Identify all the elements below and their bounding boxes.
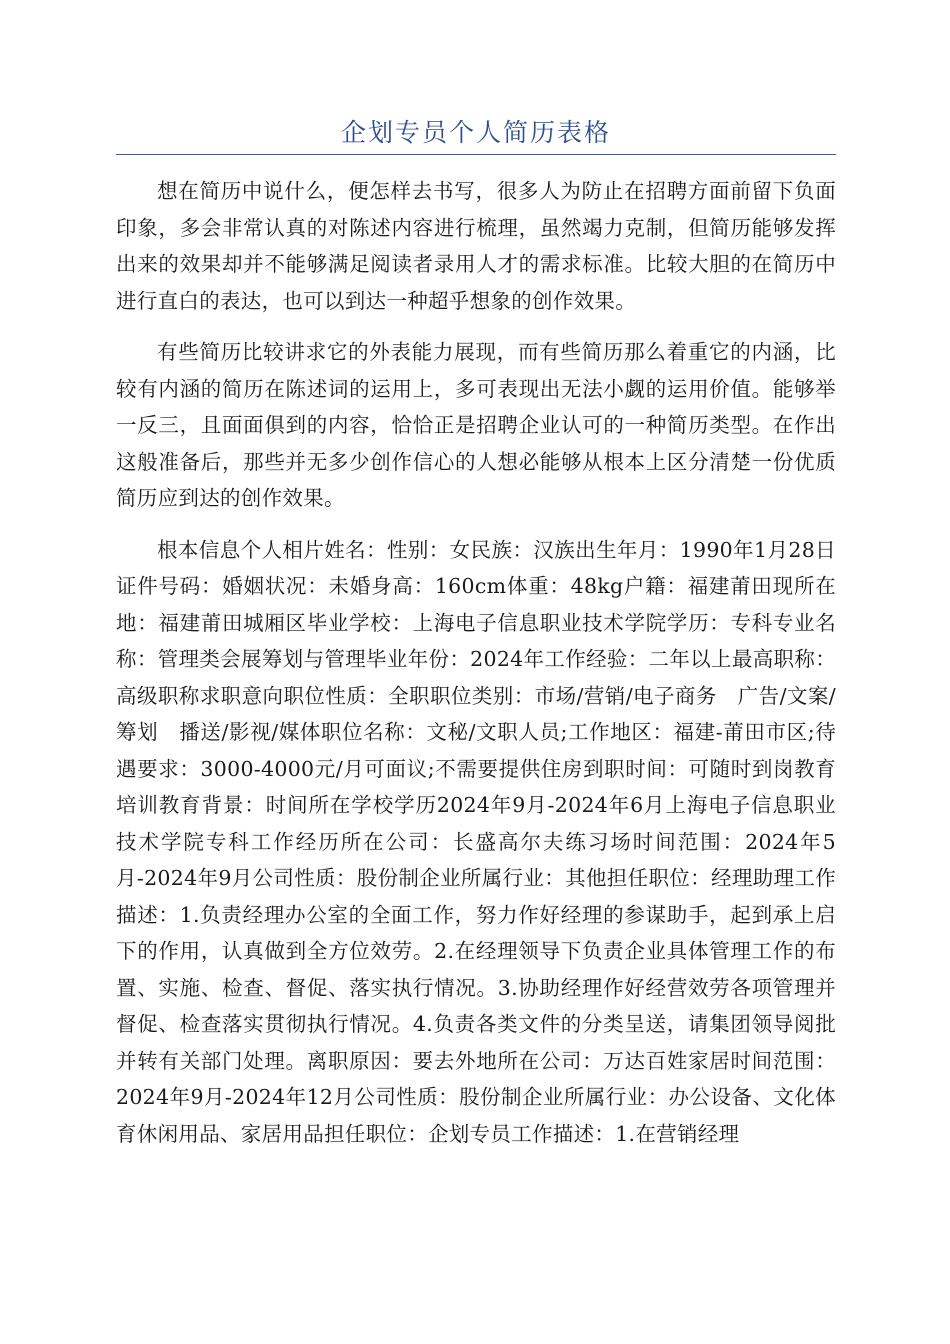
document-title: 企划专员个人简历表格 [340,118,611,147]
title-underline [116,154,836,155]
document-page [116,112,836,1152]
paragraph-resume-details: 根本信息个人相片姓名：性别：女民族：汉族出生年月：1990年1月28日证件号码：婚姻状况：未婚身高：160cm体重：48kg户籍：福建莆田现所在地：福建莆田城厢区毕业学校：上海电子信息职业技术学院学历：专科专业名称：管理类会展筹划与管理毕业年份：2024年工作经验：二年以上最高职称：高级职称求职意向职位性质：全职职位类别：市场/营销/电子商务 广告/文案/筹划 播送/影视/媒体职位名称：文秘/文职人员;工作地区：福建-莆田市区;待遇要求：3000-4000元/月可面议;不需要提供住房到职时间：可随时到岗教育培训教育背景：时间所在学校学历2024年9月-2024年6月上海电子信息职业技术学院专科工作经历所在公司：长盛高尔夫练习场时间范围：2024年5月-2024年9月公司性质：股份制企业所属行业：其他担任职位：经理助理工作描述：1.负责经理办公室的全面工作，努力作好经理的参谋助手，起到承上启下的作用，认真做到全方位效劳。2.在经理领导下负责企业具体管理工作的布置、实施、检查、督促、落实执行情况。3.协助经理作好经营效劳各项管理并督促、检查落实贯彻执行情况。4.负责各类文件的分类呈送，请集团领导阅批并转有关部门处理。离职原因：要去外地所在公司：万达百姓家居时间范围：2024年9月-2024年12月公司性质：股份制企业所属行业：办公设备、文化体育休闲用品、家居用品担任职位：企划专员工作描述：1.在营销经理 [116,537,836,1146]
paragraph-intro: 想在简历中说什么，便怎样去书写，很多人为防止在招聘方面前留下负面印象，多会非常认真的对陈述内容进行梳理，虽然竭力克制，但简历能够发挥出来的效果却并不能够满足阅读者录用人才的需求标准。比较大胆的在简历中进行直白的表达，也可以到达一种超乎想象的创作效果。 [116,179,836,313]
paragraph-content: 有些简历比较讲求它的外表能力展现，而有些简历那么着重它的内涵，比较有内涵的简历在陈述词的运用上，多可表现出无法小觑的运用价值。能够举一反三，且面面俱到的内容，恰恰正是招聘企业认可的一种简历类型。在作出这般准备后，那些并无多少创作信心的人想必能够从根本上区分清楚一份优质简历应到达的创作效果。 [116,340,836,510]
